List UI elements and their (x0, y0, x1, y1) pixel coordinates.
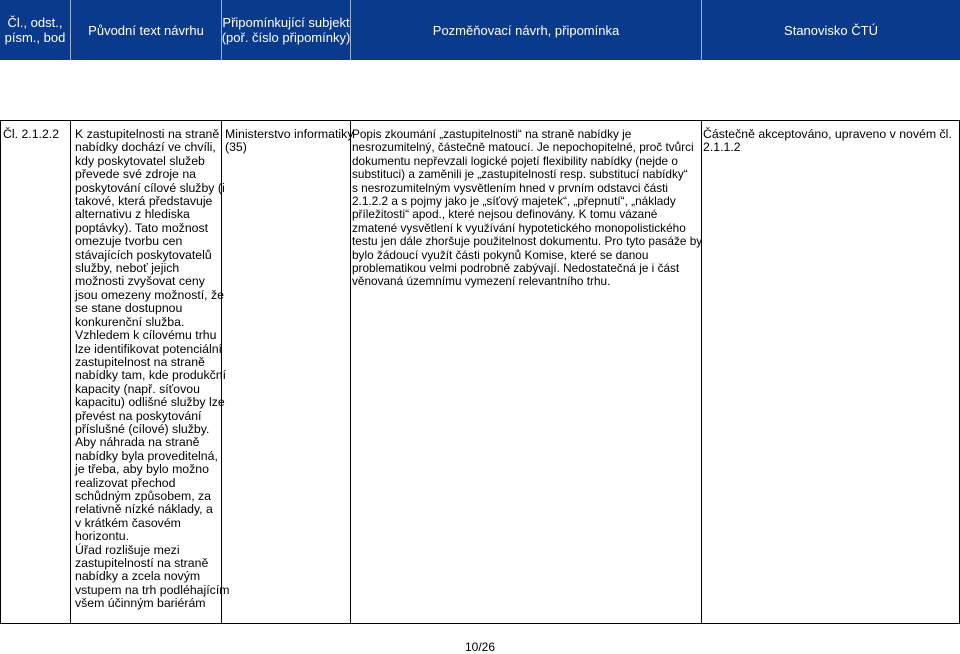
header-subject: Připomínkující subjekt (poř. číslo připomínky) (221, 15, 351, 45)
cell-comment: Popis zkoumání „zastupitelnosti“ na straně nabídky je nesrozumitelný, částečně matoucí. Je nepochopitelné, proč tvůrci dokumentu nepřevzali logické pojetí flexibility nabídky (nejde o substituci) a zaměnili je „zastupitelností resp. substitucí nabídky“ s nesrozumitelným vysvětlením hned v prvním odstavci části 2.1.2.2 a s pojmy jako je „síťový majetek“, „přepnutí“, „náklady příležitosti“ apod., které nejsou definovány. K tomu vázané zmatené vysvětlení k využívání hypotetického monopolistického testu jen dále zhoršuje použitelnost dokumentu. Pro tyto pasáže by bylo žádoucí využít části pokynů Komise, které se danou problematikou velmi podrobně zabývají. Nedostatečná je i část věnovaná územnímu vymezení relevantního trhu. (352, 127, 703, 289)
row-top-border (0, 120, 960, 121)
table-header (0, 0, 960, 60)
cell-position: Částečně akceptováno, upraveno v novém čl. 2.1.1.2 (703, 127, 952, 155)
header-position: Stanovisko ČTÚ (784, 22, 878, 38)
header-original-text: Původní text návrhu (88, 22, 204, 38)
comment-table-row (0, 120, 960, 624)
col-border (0, 120, 1, 624)
page-number: 10/26 (464, 640, 496, 654)
col-border (70, 120, 71, 624)
header-comment: Pozměňovací návrh, připomínka (432, 22, 620, 38)
cell-article: Čl. 2.1.2.2 (3, 127, 60, 141)
header-article: Čl., odst., písm., bod (4, 15, 66, 45)
col-border (350, 120, 351, 624)
row-bottom-border (0, 623, 960, 624)
cell-subject: Ministerstvo informatiky (35) (225, 127, 354, 155)
cell-original-text: K zastupitelnosti na straně nabídky dochází ve chvíli, kdy poskytovatel služeb převede své zdroje na poskytování cílové služby (i takové, která představuje alternativu z hlediska poptávky). Tato možnost omezuje tvorbu cen stávajících poskytovatelů služby, neboť jejich možnosti zvyšovat ceny jsou omezeny možností, že se stane dostupnou konkurenční služba. Vzhledem k cílovému trhu lze identifikovat potenciální zastupitelnost na straně nabídky tam, kde produkční kapacity (např. síťovou kapacitu) odlišné služby lze převést na poskytování příslušné (cílové) služby. Aby náhrada na straně nabídky byla proveditelná, je třeba, aby bylo možno realizovat přechod schůdným způsobem, za relativně nízké náklady, a v krátkém časovém horizontu. Úřad rozlišuje mezi zastupitelností na straně nabídky a zcela novým vstupem na trh podléhajícím všem účinným bariérám (75, 127, 230, 611)
